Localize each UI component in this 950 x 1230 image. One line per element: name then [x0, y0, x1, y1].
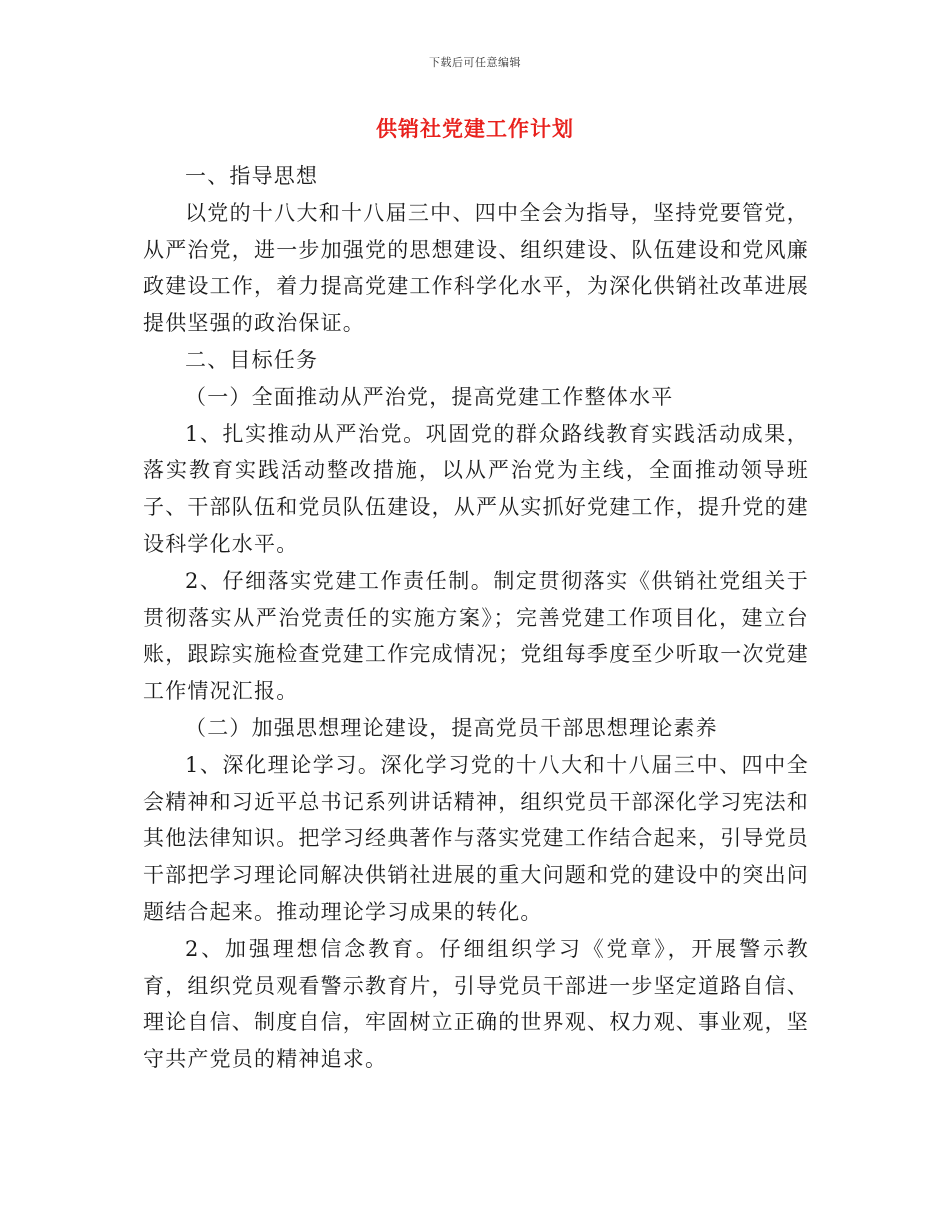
paragraph-item-1-strict-governance: 1、扎实推动从严治党。巩固党的群众路线教育实践活动成果，落实教育实践活动整改措施，以从严治党为主线，全面推动领导班子、干部队伍和党员队伍建设，从严从实抓好党建工作，提升党的建设科学化水平。	[143, 421, 809, 556]
paragraph-item-1-theory-study: 1、深化理论学习。深化学习党的十八大和十八届三中、四中全会精神和习近平总书记系列讲话精神，组织党员干部深化学习宪法和其他法律知识。把学习经典著作与落实党建工作结合起来，引导党员干部把学习理论同解决供销社进展的重大问题和党的建设中的突出问题结合起来。推动理论学习成果的转化。	[143, 752, 809, 924]
header-note: 下载后可任意编辑	[429, 56, 521, 69]
section-heading-goals: 二、目标任务	[185, 347, 319, 372]
subsection-heading-strict-governance: （一）全面推动从严治党，提高党建工作整体水平	[185, 384, 674, 409]
paragraph-item-2-responsibility: 2、仔细落实党建工作责任制。制定贯彻落实《供销社党组关于贯彻落实从严治党责任的实施方案》；完善党建工作项目化，建立台账，跟踪实施检查党建工作完成情况；党组每季度至少听取一次党建工作情况汇报。	[143, 568, 809, 704]
document-body	[143, 158, 809, 1078]
paragraph-guiding-ideology: 以党的十八大和十八届三中、四中全会为指导，坚持党要管党，从严治党，进一步加强党的思想建设、组织建设、队伍建设和党风廉政建设工作，着力提高党建工作科学化水平，为深化供销社改革进展提供坚强的政治保证。	[143, 200, 809, 336]
subsection-heading-theory: （二）加强思想理论建设，提高党员干部思想理论素养	[185, 715, 718, 740]
paragraph-item-2-ideals-education: 2、加强理想信念教育。仔细组织学习《党章》，开展警示教育，组织党员观看警示教育片，引导党员干部进一步坚定道路自信、理论自信、制度自信，牢固树立正确的世界观、权力观、事业观，坚守共产党员的精神追求。	[143, 936, 809, 1072]
document-title: 供销社党建工作计划	[376, 116, 574, 141]
section-heading-guiding-ideology: 一、指导思想	[185, 164, 319, 188]
